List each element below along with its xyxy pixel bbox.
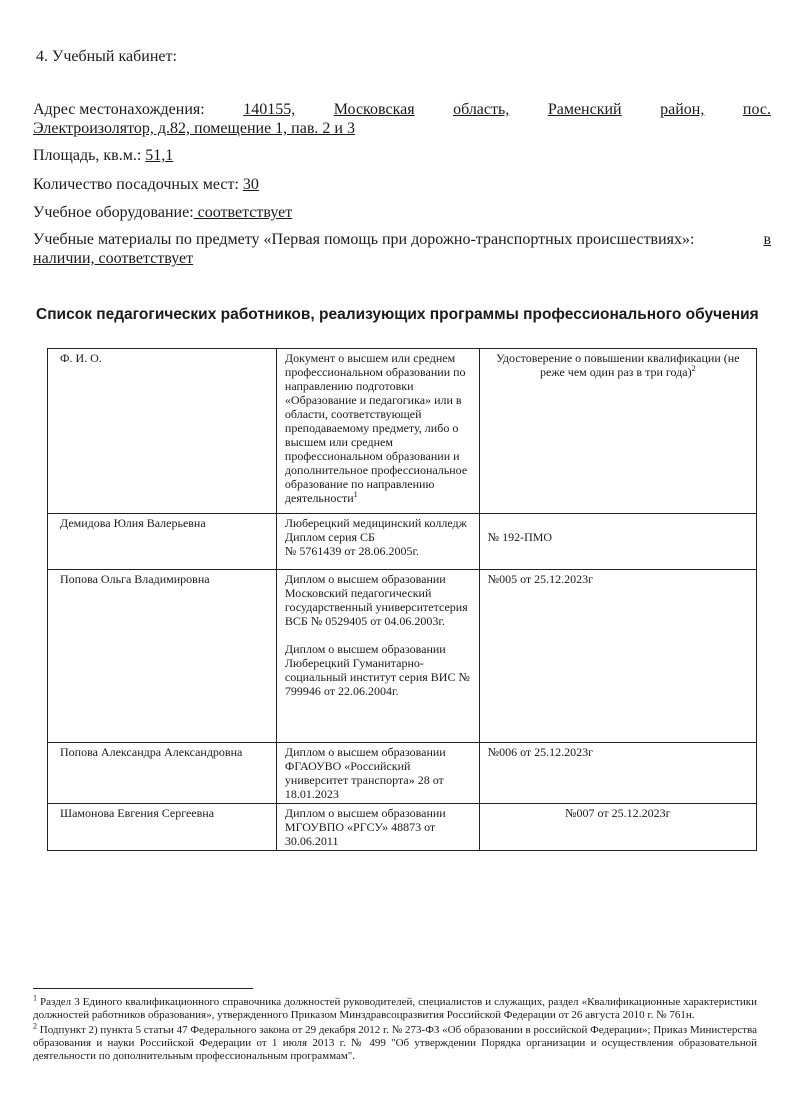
address-word: Раменский [547,101,622,118]
cell-certificate: №005 от 25.12.2023г [479,570,756,743]
materials-label: Учебные материалы по предмету «Первая помощь при дорожно-транспортных происшествиях»: [33,231,695,248]
cell-document: Люберецкий медицинский колледж Диплом серия СБ № 5761439 от 28.06.2005г. [276,514,479,570]
header-document: Документ о высшем или среднем профессиональном образовании по направлению подготовки «Образование и педагогика» или в области, соответствующей преподаваемому предмету, либо о высшем или среднем профессиональном образовании и дополнительное профессиональное образование по направлению деятельности$^1$ [276,349,479,514]
table-row [48,804,757,851]
area-field [33,147,173,165]
cell-name: Попова Ольга Владимировна [48,570,277,743]
cell-name: Демидова Юлия Валерьевна [48,514,277,570]
footnote-divider [33,988,253,989]
seats-label: Количество посадочных мест: [33,176,243,193]
cell-name: Шамонова Евгения Сергеевна [48,804,277,851]
cell-document: Диплом о высшем образовании МГОУВПО «РГСУ» 48873 от 30.06.2011 [276,804,479,851]
header-name: Ф. И. О. [48,349,277,514]
footnote-2: $^2$ Подпункт 2) пункта 5 статьи 47 Федерального закона от 29 декабря 2012 г. № 273-ФЗ «Об образовании в российской Федерации»; Приказ Министерства образования и науки Российской Федерации от 1 июля 2013 г. № 499 "Об утверждении Порядка организации и осуществления образовательной деятельности по дополнительным профессиональным программам". [33,1021,757,1062]
materials-field [33,230,771,268]
area-value: 51,1 [145,147,174,164]
table-row [48,743,757,804]
address-label: Адрес местонахождения: [33,101,205,118]
cell-certificate: №007 от 25.12.2023г [479,804,756,851]
staff-table [47,348,757,851]
footnote-1: $^1$ Раздел 3 Единого квалификационного справочника должностей руководителей, специалистов и служащих, раздел «Квалификационные характеристики должностей работников образования», утвержденного Приказом Минздравсоцразвития Российской Федерации от 26 августа 2010 г. № 761н. [33,993,757,1021]
footnotes [33,993,757,1065]
area-label: Площадь, кв.м.: [33,147,146,164]
materials-value-2: наличии, соответствует [33,250,194,267]
section-title: 4. Учебный кабинет: [36,48,177,65]
table-row [48,514,757,570]
address-word: Московская [333,101,415,118]
seats-field [33,176,259,194]
table-row [48,570,757,743]
address-word: район, [660,101,705,118]
address-field [33,100,771,138]
cell-certificate: №006 от 25.12.2023г [479,743,756,804]
table-header-row [48,349,757,514]
footnote-ref: 1 [353,490,358,499]
address-word: область, [453,101,510,118]
cell-document: Диплом о высшем образовании Московский педагогический государственный университетсерия ВСБ № 0529405 от 04.06.2003г. Диплом о высшем образовании Люберецкий Гуманитарно-социальный институт серия ВИС № 799946 от 22.06.2004г. [276,570,479,743]
address-line2: Электроизолятор, д.82, помещение 1, пав. 2 и 3 [33,120,355,137]
address-word: пос. [742,101,771,118]
seats-value: 30 [242,176,259,193]
address-word: 140155, [243,101,296,118]
materials-value-1: в [763,231,771,248]
cell-document: Диплом о высшем образовании ФГАОУВО «Российский университет транспорта» 28 от 18.01.2023 [276,743,479,804]
footnote-ref: 2 [691,364,696,373]
cell-certificate: № 192-ПМО [479,514,756,570]
equipment-value: соответствует [193,204,293,221]
cell-name: Попова Александра Александровна [48,743,277,804]
equipment-field [33,204,292,222]
equipment-label: Учебное оборудование: [33,204,194,221]
header-certificate: Удостоверение о повышении квалификации (не реже чем один раз в три года)$^2$ [479,349,756,514]
list-title: Список педагогических работников, реализующих программы профессионального обучения [36,306,759,323]
